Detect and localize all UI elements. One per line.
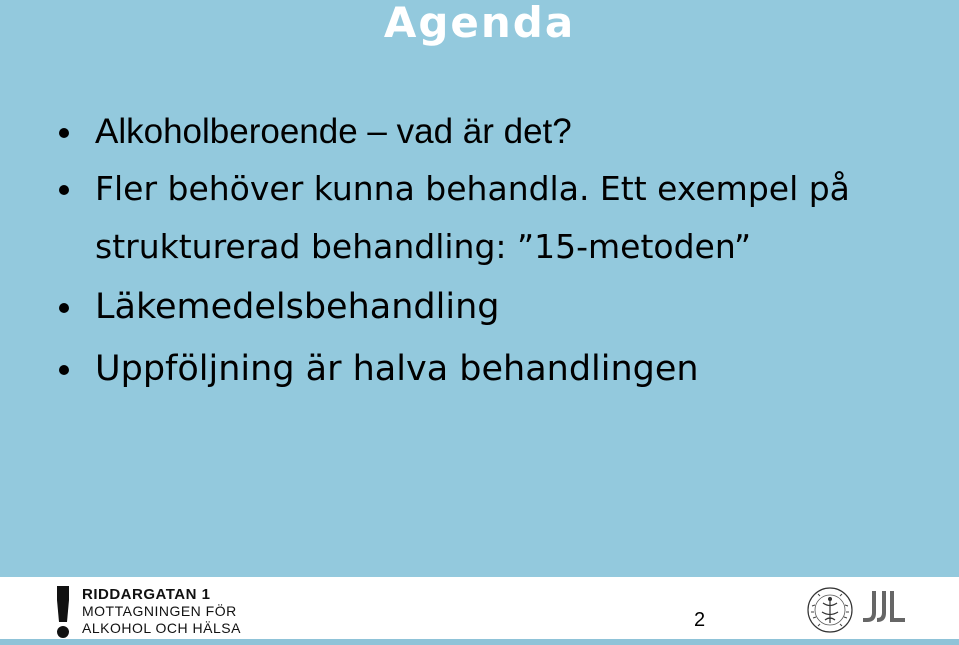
logo-line: ALKOHOL OCH HÄLSA [82,620,241,636]
footer-divider [0,639,959,645]
bullet-item [0,160,959,276]
bullet-dot-icon [59,365,69,375]
bullet-text: Fler behöver kunna behandla. Ett exempel på strukturerad behandling: ”15-metoden” [95,169,850,266]
logo-text [82,586,241,637]
bullet-item [0,338,959,400]
logo-line: RIDDARGATAN 1 [82,586,211,603]
bullet-item [0,276,959,338]
slide-footer [0,577,959,645]
bottle-icon [56,586,70,638]
karolinska-seal-icon [806,586,854,634]
page-number: 2 [694,609,706,631]
bullet-list [0,104,959,400]
bullet-text: Läkemedelsbehandling [95,287,500,327]
bullet-dot-icon [59,128,69,138]
bullet-item [0,104,959,160]
bullet-text: Alkoholberoende – vad är det? [95,112,572,151]
logo-line: MOTTAGNINGEN FÖR [82,603,237,619]
bullet-dot-icon [59,185,69,195]
slide-title: Agenda [383,0,576,47]
bullet-text: Uppföljning är halva behandlingen [95,349,699,389]
riddargatan-logo [56,586,296,638]
bullet-dot-icon [59,303,69,313]
jl-logo-icon [862,589,906,625]
